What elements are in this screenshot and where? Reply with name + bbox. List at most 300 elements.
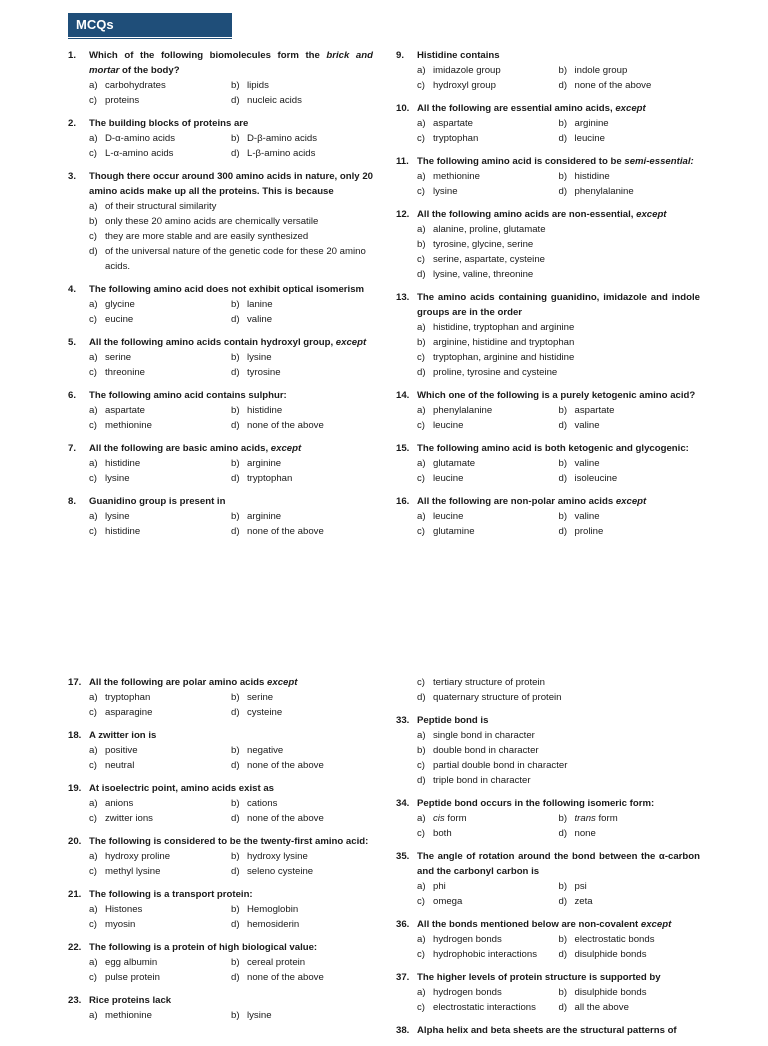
question-item	[68, 441, 373, 486]
answer-options	[417, 985, 700, 1015]
answer-option	[231, 796, 373, 811]
question-text: Guanidino group is present in	[89, 496, 226, 507]
option-text: none of the above	[247, 972, 324, 983]
option-label: b)	[417, 337, 426, 348]
option-label: a)	[417, 322, 426, 333]
option-text: cis form	[433, 813, 467, 824]
question-item	[68, 887, 373, 932]
option-label: a)	[89, 957, 98, 968]
question-text: All the following are polar amino acids except	[89, 677, 298, 688]
question-stem	[396, 154, 700, 169]
answer-options	[89, 78, 373, 108]
answer-option	[559, 184, 701, 199]
question-text: The following is a transport protein:	[89, 889, 253, 900]
question-item	[396, 154, 700, 199]
option-label: c)	[417, 352, 425, 363]
question-stem	[68, 675, 373, 690]
option-text: leucine	[433, 473, 464, 484]
option-label: b)	[231, 957, 240, 968]
option-text: L-β-amino acids	[247, 148, 316, 159]
option-text: valine	[247, 314, 273, 325]
option-row	[89, 146, 373, 161]
option-label: d)	[558, 473, 568, 484]
option-row	[89, 743, 373, 758]
answer-option	[231, 78, 373, 93]
option-text: pulse protein	[105, 972, 160, 983]
option-label: a)	[417, 405, 426, 416]
option-text: cereal protein	[247, 957, 306, 968]
answer-option	[89, 456, 231, 471]
answer-options	[89, 796, 373, 826]
option-label: d)	[89, 246, 98, 257]
option-row	[89, 524, 373, 539]
question-text: A zwitter ion is	[89, 730, 157, 741]
question-stem	[396, 713, 700, 728]
option-label: c)	[89, 95, 97, 106]
option-text: lysine	[105, 511, 130, 522]
answer-option	[89, 690, 231, 705]
option-label: b)	[558, 458, 568, 469]
option-label: d)	[231, 760, 240, 771]
answer-option	[89, 244, 373, 274]
option-text: eucine	[105, 314, 134, 325]
question-stem	[396, 441, 700, 456]
option-row	[89, 970, 373, 985]
answer-options	[89, 350, 373, 380]
option-row	[417, 985, 700, 1000]
answer-options	[89, 955, 373, 985]
answer-option	[559, 811, 701, 826]
question-text: All the following are non-polar amino acids except	[417, 496, 647, 507]
option-text: imidazole group	[433, 65, 501, 76]
option-label: c)	[89, 760, 97, 771]
option-label: c)	[417, 420, 425, 431]
answer-option	[417, 894, 559, 909]
answer-option	[231, 955, 373, 970]
option-text: tryptophan	[433, 133, 479, 144]
question-text: Peptide bond occurs in the following isomeric form:	[417, 798, 655, 809]
question-number: 15.	[396, 443, 410, 454]
option-text: valine	[574, 511, 600, 522]
answer-option	[559, 78, 701, 93]
option-label: a)	[89, 1010, 98, 1021]
option-text: proteins	[105, 95, 140, 106]
option-label: b)	[558, 934, 568, 945]
question-number: 6.	[68, 390, 77, 401]
option-row	[417, 184, 700, 199]
option-text: partial double bond in character	[433, 760, 568, 771]
answer-options	[417, 222, 700, 282]
question-number: 14.	[396, 390, 410, 401]
option-text: glutamate	[433, 458, 476, 469]
option-text: leucine	[574, 133, 605, 144]
question-stem	[68, 494, 373, 509]
answer-option	[89, 403, 231, 418]
option-label: c)	[417, 186, 425, 197]
answer-option	[89, 796, 231, 811]
question-stem	[396, 796, 700, 811]
option-text: zwitter ions	[105, 813, 153, 824]
question-text: All the following are basic amino acids, except	[89, 443, 302, 454]
question-number: 7.	[68, 443, 77, 454]
option-label: d)	[231, 972, 240, 983]
option-label: a)	[89, 133, 98, 144]
answer-option	[417, 826, 559, 841]
question-stem	[68, 116, 373, 131]
option-label: d)	[231, 148, 240, 159]
question-item	[396, 388, 700, 433]
answer-option	[559, 879, 701, 894]
option-text: arginine	[247, 511, 282, 522]
option-label: a)	[89, 798, 98, 809]
answer-option	[231, 864, 373, 879]
answer-option	[559, 894, 701, 909]
option-label: a)	[417, 730, 426, 741]
answer-option	[231, 418, 373, 433]
question-stem	[68, 169, 373, 199]
question-item	[68, 494, 373, 539]
option-row	[89, 796, 373, 811]
option-row	[417, 509, 700, 524]
question-stem	[68, 48, 373, 78]
question-text: At isoelectric point, amino acids exist as	[89, 783, 275, 794]
answer-options	[417, 728, 700, 788]
option-label: b)	[231, 133, 240, 144]
option-row	[89, 1008, 373, 1023]
answer-option	[417, 524, 559, 539]
answer-option	[89, 758, 231, 773]
question-stem	[68, 335, 373, 350]
question-number: 1.	[68, 50, 77, 61]
option-text: arginine	[247, 458, 282, 469]
question-text: Rice proteins lack	[89, 995, 172, 1006]
answer-options	[89, 297, 373, 327]
answer-option	[559, 985, 701, 1000]
option-text: hydroxyl group	[433, 80, 496, 91]
option-label: c)	[417, 473, 425, 484]
option-text: anions	[105, 798, 134, 809]
option-row	[89, 350, 373, 365]
option-row	[89, 471, 373, 486]
option-label: b)	[231, 692, 240, 703]
question-item	[68, 993, 373, 1023]
question-number: 13.	[396, 292, 410, 303]
question-stem	[68, 887, 373, 902]
question-item	[396, 917, 700, 962]
question-text: Peptide bond is	[417, 715, 489, 726]
option-label: b)	[231, 405, 240, 416]
option-label: c)	[89, 919, 97, 930]
answer-option	[231, 917, 373, 932]
option-row	[417, 63, 700, 78]
question-number: 9.	[396, 50, 405, 61]
option-row	[417, 169, 700, 184]
option-row	[417, 131, 700, 146]
option-row	[417, 811, 700, 826]
option-text: single bond in character	[433, 730, 535, 741]
option-row	[417, 418, 700, 433]
answer-option	[231, 509, 373, 524]
option-label: c)	[89, 473, 97, 484]
question-number: 20.	[68, 836, 82, 847]
question-number: 12.	[396, 209, 410, 220]
option-label: a)	[417, 987, 426, 998]
answer-option	[559, 471, 701, 486]
option-label: d)	[558, 420, 568, 431]
answer-options	[417, 169, 700, 199]
option-label: d)	[231, 707, 240, 718]
answer-option	[231, 365, 373, 380]
option-label: a)	[89, 511, 98, 522]
answer-option	[231, 970, 373, 985]
question-text: All the following amino acids are non-essential, except	[417, 209, 667, 220]
option-label: c)	[89, 148, 97, 159]
answer-options	[89, 199, 373, 274]
answer-option	[417, 403, 559, 418]
option-text: glycine	[105, 299, 135, 310]
answer-option	[231, 705, 373, 720]
question-number: 21.	[68, 889, 82, 900]
option-label: d)	[231, 526, 240, 537]
option-text: hydrogen bonds	[433, 987, 502, 998]
answer-option	[417, 335, 700, 350]
option-row	[89, 902, 373, 917]
answer-option	[89, 864, 231, 879]
option-label: c)	[89, 972, 97, 983]
question-text: The following amino acid does not exhibit optical isomerism	[89, 284, 365, 295]
option-text: cations	[247, 798, 278, 809]
question-text: The following amino acid is considered to be semi-essential:	[417, 156, 694, 167]
question-number: 35.	[396, 851, 410, 862]
question-number: 3.	[68, 171, 77, 182]
option-row	[417, 826, 700, 841]
option-label: c)	[417, 254, 425, 265]
option-text: lysine	[247, 352, 272, 363]
question-stem	[68, 834, 373, 849]
option-text: lysine, valine, threonine	[433, 269, 534, 280]
answer-option	[417, 690, 700, 705]
option-label: c)	[89, 420, 97, 431]
question-text: Which of the following biomolecules form the brick and mortar of the body?	[89, 50, 373, 76]
answer-option	[89, 146, 231, 161]
option-text: alanine, proline, glutamate	[433, 224, 546, 235]
question-item	[68, 728, 373, 773]
question-text: Though there occur around 300 amino acids in nature, only 20 amino acids make up all the proteins. This is because	[89, 171, 373, 197]
option-row	[89, 849, 373, 864]
question-text: The building blocks of proteins are	[89, 118, 249, 129]
option-text: lysine	[105, 473, 130, 484]
answer-options	[417, 63, 700, 93]
option-label: a)	[417, 171, 426, 182]
answer-options	[89, 902, 373, 932]
option-text: methyl lysine	[105, 866, 161, 877]
question-number: 23.	[68, 995, 82, 1006]
option-row	[417, 78, 700, 93]
option-label: c)	[89, 314, 97, 325]
option-text: psi	[574, 881, 587, 892]
option-text: isoleucine	[574, 473, 618, 484]
question-number: 5.	[68, 337, 77, 348]
answer-option	[559, 1000, 701, 1015]
option-label: b)	[231, 745, 240, 756]
answer-option	[417, 456, 559, 471]
answer-option	[231, 758, 373, 773]
answer-option	[559, 826, 701, 841]
option-text: indole group	[574, 65, 628, 76]
answer-option	[89, 297, 231, 312]
question-number: 34.	[396, 798, 410, 809]
question-item	[396, 849, 700, 909]
answer-option	[231, 524, 373, 539]
answer-option	[231, 146, 373, 161]
question-number: 17.	[68, 677, 82, 688]
answer-options	[89, 1008, 373, 1023]
answer-options	[89, 690, 373, 720]
question-number: 37.	[396, 972, 410, 983]
answer-option	[559, 932, 701, 947]
question-number: 33.	[396, 715, 410, 726]
answer-option	[231, 1008, 373, 1023]
option-text: histidine	[105, 526, 141, 537]
option-label: d)	[231, 420, 240, 431]
option-text: omega	[433, 896, 463, 907]
option-text: none of the above	[247, 420, 324, 431]
question-column	[68, 48, 373, 547]
option-text: tertiary structure of protein	[433, 677, 545, 688]
option-row	[89, 705, 373, 720]
answer-option	[231, 312, 373, 327]
option-text: hydrogen bonds	[433, 934, 502, 945]
option-label: b)	[231, 458, 240, 469]
option-text: none	[574, 828, 596, 839]
option-row	[89, 297, 373, 312]
option-label: c)	[417, 526, 425, 537]
option-label: a)	[89, 201, 98, 212]
answer-option	[417, 811, 559, 826]
option-text: arginine, histidine and tryptophan	[433, 337, 575, 348]
option-row	[89, 811, 373, 826]
answer-option	[89, 78, 231, 93]
option-text: hemosiderin	[247, 919, 300, 930]
option-label: b)	[231, 851, 240, 862]
option-row	[89, 758, 373, 773]
question-item	[68, 940, 373, 985]
option-label: b)	[558, 511, 568, 522]
question-text: All the bonds mentioned below are non-covalent except	[417, 919, 672, 930]
question-item	[396, 441, 700, 486]
option-label: b)	[231, 80, 240, 91]
answer-option	[559, 63, 701, 78]
option-text: aspartate	[433, 118, 474, 129]
option-text: glutamine	[433, 526, 475, 537]
question-number: 22.	[68, 942, 82, 953]
option-label: d)	[231, 813, 240, 824]
answer-option	[417, 985, 559, 1000]
option-label: d)	[417, 692, 426, 703]
option-text: disulphide bonds	[574, 987, 647, 998]
option-text: hydroxy proline	[105, 851, 171, 862]
option-label: d)	[558, 949, 568, 960]
question-text: The following amino acid is both ketogenic and glycogenic:	[417, 443, 689, 454]
option-row	[89, 93, 373, 108]
question-stem	[396, 917, 700, 932]
option-label: b)	[558, 881, 568, 892]
option-text: lysine	[433, 186, 458, 197]
option-label: a)	[417, 934, 426, 945]
option-row	[417, 1000, 700, 1015]
option-row	[417, 471, 700, 486]
question-text: All the following amino acids contain hydroxyl group, except	[89, 337, 367, 348]
option-row	[89, 864, 373, 879]
answer-option	[89, 705, 231, 720]
question-number: 8.	[68, 496, 77, 507]
answer-option	[89, 312, 231, 327]
option-label: b)	[558, 118, 568, 129]
option-label: d)	[231, 919, 240, 930]
answer-option	[231, 471, 373, 486]
option-label: a)	[417, 65, 426, 76]
question-text: All the following are essential amino acids, except	[417, 103, 646, 114]
option-label: b)	[231, 904, 240, 915]
answer-options	[417, 509, 700, 539]
question-item	[68, 169, 373, 274]
answer-option	[89, 418, 231, 433]
option-label: b)	[231, 511, 240, 522]
answer-option	[559, 131, 701, 146]
question-item	[68, 335, 373, 380]
option-text: aspartate	[574, 405, 615, 416]
option-label: c)	[417, 1002, 425, 1013]
question-text: The higher levels of protein structure is supported by	[417, 972, 661, 983]
option-label: c)	[89, 707, 97, 718]
option-row	[417, 879, 700, 894]
question-number: 18.	[68, 730, 82, 741]
option-row	[89, 456, 373, 471]
option-label: b)	[558, 65, 568, 76]
option-label: d)	[231, 367, 240, 378]
option-text: arginine	[574, 118, 609, 129]
question-stem	[396, 970, 700, 985]
option-row	[89, 917, 373, 932]
option-label: d)	[558, 828, 568, 839]
answer-option	[231, 456, 373, 471]
answer-option	[89, 471, 231, 486]
question-text: The following is a protein of high biological value:	[89, 942, 318, 953]
answer-option	[231, 743, 373, 758]
answer-option	[417, 237, 700, 252]
option-label: b)	[231, 299, 240, 310]
question-item	[396, 713, 700, 788]
answer-option	[417, 320, 700, 335]
answer-option	[417, 509, 559, 524]
answer-option	[231, 350, 373, 365]
question-stem	[396, 849, 700, 879]
answer-option	[89, 93, 231, 108]
answer-option	[89, 199, 373, 214]
question-item	[68, 388, 373, 433]
answer-option	[231, 849, 373, 864]
answer-options	[89, 131, 373, 161]
answer-options	[417, 879, 700, 909]
option-row	[89, 78, 373, 93]
question-item	[396, 796, 700, 841]
option-label: b)	[558, 405, 568, 416]
question-number: 38.	[396, 1025, 410, 1036]
option-label: d)	[558, 186, 568, 197]
option-text: histidine	[574, 171, 610, 182]
option-text: none of the above	[247, 760, 324, 771]
option-text: lysine	[247, 1010, 272, 1021]
